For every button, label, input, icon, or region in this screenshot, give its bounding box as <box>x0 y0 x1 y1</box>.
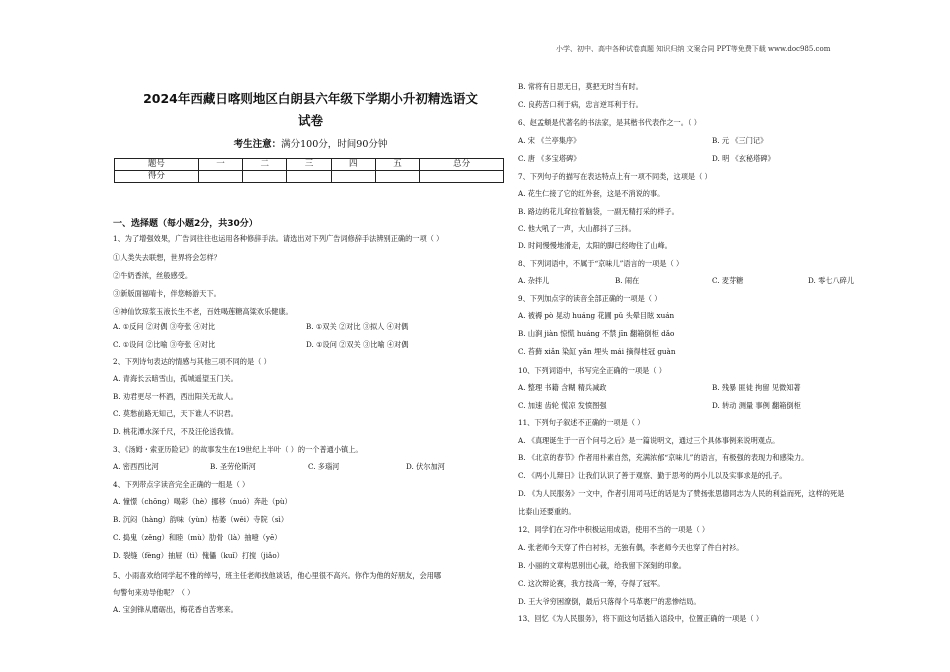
question-10-option-b: B. 残暴 匪徒 拘留 见微知著 <box>712 383 801 392</box>
question-8-option-c: C. 麦芽糖 <box>712 276 744 285</box>
question-2: 2、下列诗句表达的情感与其他三项不同的是（ ） <box>113 357 271 366</box>
question-1-option-c: C. ①设问 ②比喻 ③夸张 ④对比 <box>113 340 216 349</box>
question-2-option-c: C. 莫愁前路无知己，天下谁人不识君。 <box>113 409 238 418</box>
question-12-option-d: D. 王大爷穷困潦倒，最后只落得个马革裹尸的悲惨结局。 <box>518 597 701 606</box>
question-7: 7、下列句子的描写在表达特点上有一项不同类，这项是（ ） <box>518 172 712 181</box>
question-4-option-d: D. 裂缝（fèng）抽屉（tì）傀儡（kuǐ）打搅（jiǎo） <box>113 551 284 560</box>
question-1-option-b: B. ①双关 ②对比 ③拟人 ④对偶 <box>306 322 409 331</box>
question-6: 6、赵孟頫是代著名的书法家，是其楷书代表作之一。（ ） <box>518 118 701 127</box>
question-3-option-a: A. 密西西比河 <box>113 462 159 471</box>
question-5-continued: 句警句来劝导他呢？（ ） <box>113 588 195 597</box>
question-8-option-a: A. 杂拌儿 <box>518 276 550 285</box>
notice-label: 考生注意： <box>233 139 282 150</box>
question-4-option-b: B. 沉闷（hàng）韵味（yùn）枯萎（wěi）寺院（sì） <box>113 515 289 524</box>
question-11: 11、下列句子叙述不正确的一项是（ ） <box>518 418 645 427</box>
question-9-option-b: B. 山涧 jiàn 惊慌 huáng 不禁 jīn 翻箱倒柜 dǎo <box>518 329 675 338</box>
question-1-item: ④神仙饮琼浆玉液长生不老，百姓喝莲糖高粱欢乐健康。 <box>113 307 293 316</box>
question-6-option-c: C. 唐 《多宝塔碑》 <box>518 154 581 163</box>
question-1-item: ②牛奶香浓，丝般感受。 <box>113 271 193 280</box>
question-7-option-b: B. 路边的花儿耷拉着脑袋，一副无精打采的样子。 <box>518 207 679 216</box>
question-11-continued: 比泰山还要重的。 <box>518 507 576 516</box>
score-cell <box>198 171 242 183</box>
notice-text: 满分100分，时间90分钟 <box>281 139 388 150</box>
watermark-text: 小学、初中、高中各种试卷真题 知识归纳 文案合同 PPT等免费下载 www.doc985.com <box>556 45 831 53</box>
question-9-option-c: C. 苔藓 xiǎn 染缸 yǎn 埋头 mái 摘得桂冠 guàn <box>518 347 676 356</box>
score-header-cell: 一 <box>198 159 242 171</box>
score-row-label: 得分 <box>115 171 199 183</box>
title-line-2: 试卷 <box>297 113 323 128</box>
question-8-option-d: D. 零七八碎儿 <box>808 276 855 285</box>
question-4: 4、下列带点字读音完全正确的一组是（ ） <box>113 480 250 489</box>
question-3: 3、《汤姆・索亚历险记》的故事发生在19世纪上半叶（ ）的一个普通小镇上。 <box>113 445 363 454</box>
question-10-option-c: C. 加速 齿轮 慌凉 发愤图强 <box>518 401 607 410</box>
question-5-option-a: A. 宝剑锋从磨砺出，梅花香自苦寒来。 <box>113 605 238 614</box>
question-8: 8、下列词语中，不属于“京味儿”语言的一项是（ ） <box>518 259 684 268</box>
score-header-cell: 二 <box>243 159 287 171</box>
question-1-option-a: A. ①反问 ②对偶 ③夸张 ④对比 <box>113 322 216 331</box>
question-12: 12、同学们在习作中积极运用成语，使用不当的一项是（ ） <box>518 525 710 534</box>
question-9: 9、下列加点字的读音全部正确的一项是（ ） <box>518 294 662 303</box>
score-cell <box>420 171 504 183</box>
score-table-score-row <box>115 171 504 183</box>
score-cell <box>287 171 331 183</box>
question-6-option-a: A. 宋 《兰亭集序》 <box>518 136 581 145</box>
question-12-option-b: B. 小丽的文章构思别出心裁，给我留下深刻的印象。 <box>518 561 686 570</box>
section-heading: 一、选择题（每小题2分，共30分） <box>113 219 258 229</box>
question-10: 10、下列词语中，书写完全正确的一项是（ ） <box>518 366 666 375</box>
question-7-option-c: C. 他大吼了一声，大山都抖了三抖。 <box>518 224 636 233</box>
score-cell <box>375 171 419 183</box>
score-cell <box>331 171 375 183</box>
question-5-option-c: C. 良药苦口利于病，忠言逆耳利于行。 <box>518 100 643 109</box>
score-header-cell: 四 <box>331 159 375 171</box>
question-11-option-c: C. 《两小儿辩日》让我们认识了善于观察、勤于思考的两小儿以及实事求是的孔子。 <box>518 471 787 480</box>
question-5: 5、小雨喜欢给同学起不雅的绰号，班主任老师找他谈话，他心里很不高兴。你作为他的好朋友，会用哪 <box>113 571 442 580</box>
score-header-cell: 题号 <box>115 159 199 171</box>
question-2-option-d: D. 桃花潭水深千尺，不及汪伦送我情。 <box>113 427 239 436</box>
score-header-cell: 总分 <box>420 159 504 171</box>
question-7-option-a: A. 花生仁接了它的红外套，这是不消说的事。 <box>518 189 665 198</box>
question-11-option-a: A. 《真理诞生于一百个问号之后》是一篇说明文，通过三个具体事例来说明观点。 <box>518 436 780 445</box>
question-8-option-b: B. 闹在 <box>615 276 640 285</box>
question-9-option-a: A. 被褥 pò 晃动 huáng 花圃 pǔ 头晕目眩 xuán <box>518 311 675 320</box>
question-12-option-a: A. 张老师今天穿了件白衬衫，无独有偶，李老师今天也穿了件白衬衫。 <box>518 543 744 552</box>
question-11-option-b: B. 《北京的春节》作者用朴素自然，充满浓郁“京味儿”的语言，有极强的表现力和感染力。 <box>518 453 809 462</box>
question-13: 13、回忆《为人民服务》，将下面这句话插入语段中，位置正确的一项是（ ） <box>518 614 764 623</box>
score-table <box>114 158 504 183</box>
question-4-option-c: C. 捣鬼（zěng）和睦（mù）肋骨（là）抽噎（yē） <box>113 533 282 542</box>
question-4-option-a: A. 憧憬（chōng）喝彩（hè）挪移（nuó）奔赴（pù） <box>113 497 292 506</box>
title-line-1: 2024年西藏日喀则地区白朗县六年级下学期小升初精选语文 <box>143 91 478 106</box>
question-7-option-d: D. 时间慢慢地滑走，太阳的脚已经吻住了山峰。 <box>518 241 672 250</box>
question-10-option-d: D. 转动 测量 事例 翻箱倒柜 <box>712 401 801 410</box>
question-6-option-d: D. 明 《玄秘塔碑》 <box>712 154 775 163</box>
question-2-option-b: B. 劝君更尽一杯酒，西出阳关无故人。 <box>113 392 238 401</box>
question-5-option-b: B. 常将有日思无日，莫把无时当有时。 <box>518 82 643 91</box>
score-table-header-row <box>115 159 504 171</box>
exam-notice <box>113 136 508 150</box>
question-6-option-b: B. 元 《三门记》 <box>712 136 768 145</box>
question-2-option-a: A. 青海长云暗雪山，孤城遥望玉门关。 <box>113 374 238 383</box>
score-header-cell: 五 <box>375 159 419 171</box>
question-3-option-c: C. 多瑙河 <box>308 462 340 471</box>
score-header-cell: 三 <box>287 159 331 171</box>
question-1-item: ①人类失去联想，世界将会怎样？ <box>113 253 221 262</box>
question-12-option-c: C. 这次辩论赛，我方技高一筹，夺得了冠军。 <box>518 579 665 588</box>
question-1-option-d: D. ①设问 ②双关 ③比喻 ④对偶 <box>306 340 409 349</box>
question-3-option-d: D. 伏尔加河 <box>406 462 445 471</box>
question-11-option-d: D. 《为人民服务》一文中，作者引用司马迁的话是为了赞扬张思德同志为人民的利益而死，这样的死是 <box>518 489 845 498</box>
question-1-item: ③新版面福唷卡，伴您畅游天下。 <box>113 289 221 298</box>
question-1: 1、为了增强效果，广告词往往也运用各种修辞手法。请选出对下列广告词修辞手法辨别正确的一项（ ） <box>113 234 444 243</box>
score-cell <box>243 171 287 183</box>
page-title <box>113 88 508 132</box>
question-10-option-a: A. 整理 书籍 含糊 精兵减政 <box>518 383 607 392</box>
question-3-option-b: B. 圣劳伦斯河 <box>210 462 256 471</box>
